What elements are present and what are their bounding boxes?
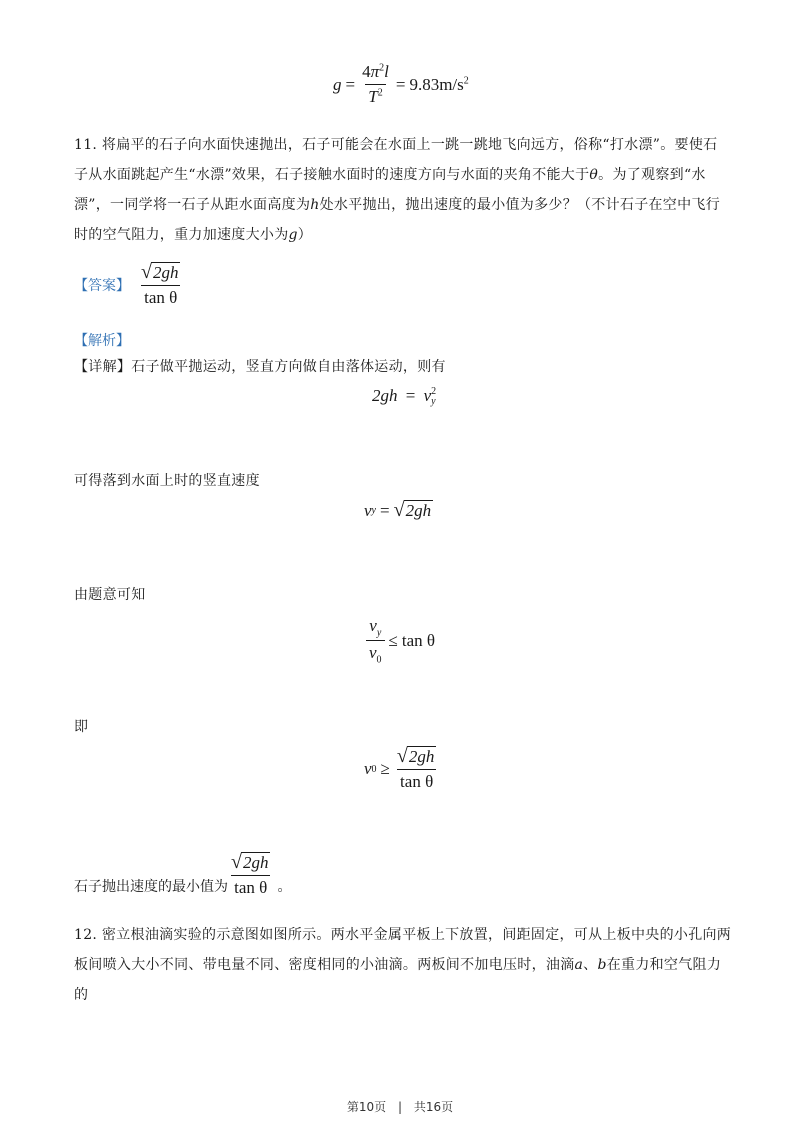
footer-total: 共16页 (413, 1100, 454, 1114)
detail-line (74, 352, 446, 382)
text-ie: 即 (74, 719, 89, 735)
detail-text: 石子做平抛运动，竖直方向做自由落体运动，则有 (131, 359, 446, 375)
conclusion-line: 石子抛出速度的最小值为 √ 2gh tan θ 。 (74, 851, 292, 897)
text-from-problem: 由题意可知 (74, 587, 146, 603)
equation-2: v y = √ 2gh (364, 499, 432, 521)
q11-line-3: 漂”，一同学将一石子从距水面高度为h处水平抛出，抛出速度的最小值为多少？（不计石子在空中飞行 (74, 197, 720, 213)
q11-line-1: 11. 将扁平的石子向水面快速抛出，石子可能会在水面上一跳一跳地飞向远方，俗称“打水漂”。要使石 (74, 137, 718, 153)
equation-4: v 0 ≥ √ 2gh tan θ (364, 745, 435, 791)
conclusion-fraction: √ 2gh tan θ (231, 851, 269, 897)
page-footer (0, 1098, 800, 1115)
conclusion-text: 石子抛出速度的最小值为 (74, 879, 228, 895)
formula-g: g = $\frac{4\pi^2l}{T^2}$ = $9.83m/s^2$ (333, 62, 469, 106)
detail-label: 【详解】 (74, 359, 132, 375)
formula-g-lhs: g (333, 74, 342, 94)
formula-g-result: $9.83m/s^2$ (409, 74, 469, 94)
formula-g-fraction: $\frac{4\pi^2l}{T^2}$ (362, 62, 389, 106)
q11-line-2: 子从水面跳起产生“水漂”效果，石子接触水面时的速度方向与水面的夹角不能大于θ。为了观察到“水 (74, 167, 706, 183)
answer-fraction: √ 2gh tan θ (141, 261, 179, 307)
footer-page: 第10页 (346, 1100, 387, 1114)
answer-block (74, 262, 183, 308)
footer-separator: | (397, 1100, 403, 1114)
answer-label: 【答案】 (74, 278, 130, 294)
equation-3: $\frac{v_y}{v_0}$ ≤ tan θ (366, 616, 435, 666)
q12-line-1: 12. 密立根油滴实验的示意图如图所示。两水平金属平板上下放置，间距固定，可从上板中央的小孔向两 (74, 927, 732, 943)
equation-1: 2gh = v 2 y (372, 386, 437, 408)
question-11 (74, 130, 734, 250)
text-vertical-velocity: 可得落到水面上时的竖直速度 (74, 473, 260, 489)
analysis-label: 【解析】 (74, 333, 130, 349)
question-12 (74, 920, 734, 1010)
q12-line-2: 板间喷入大小不同、带电量不同、密度相同的小油滴。两板间不加电压时，油滴a、b在重力和空气阻力的 (74, 957, 722, 1003)
q11-line-4: 时的空气阻力，重力加速度大小为g） (74, 227, 313, 243)
